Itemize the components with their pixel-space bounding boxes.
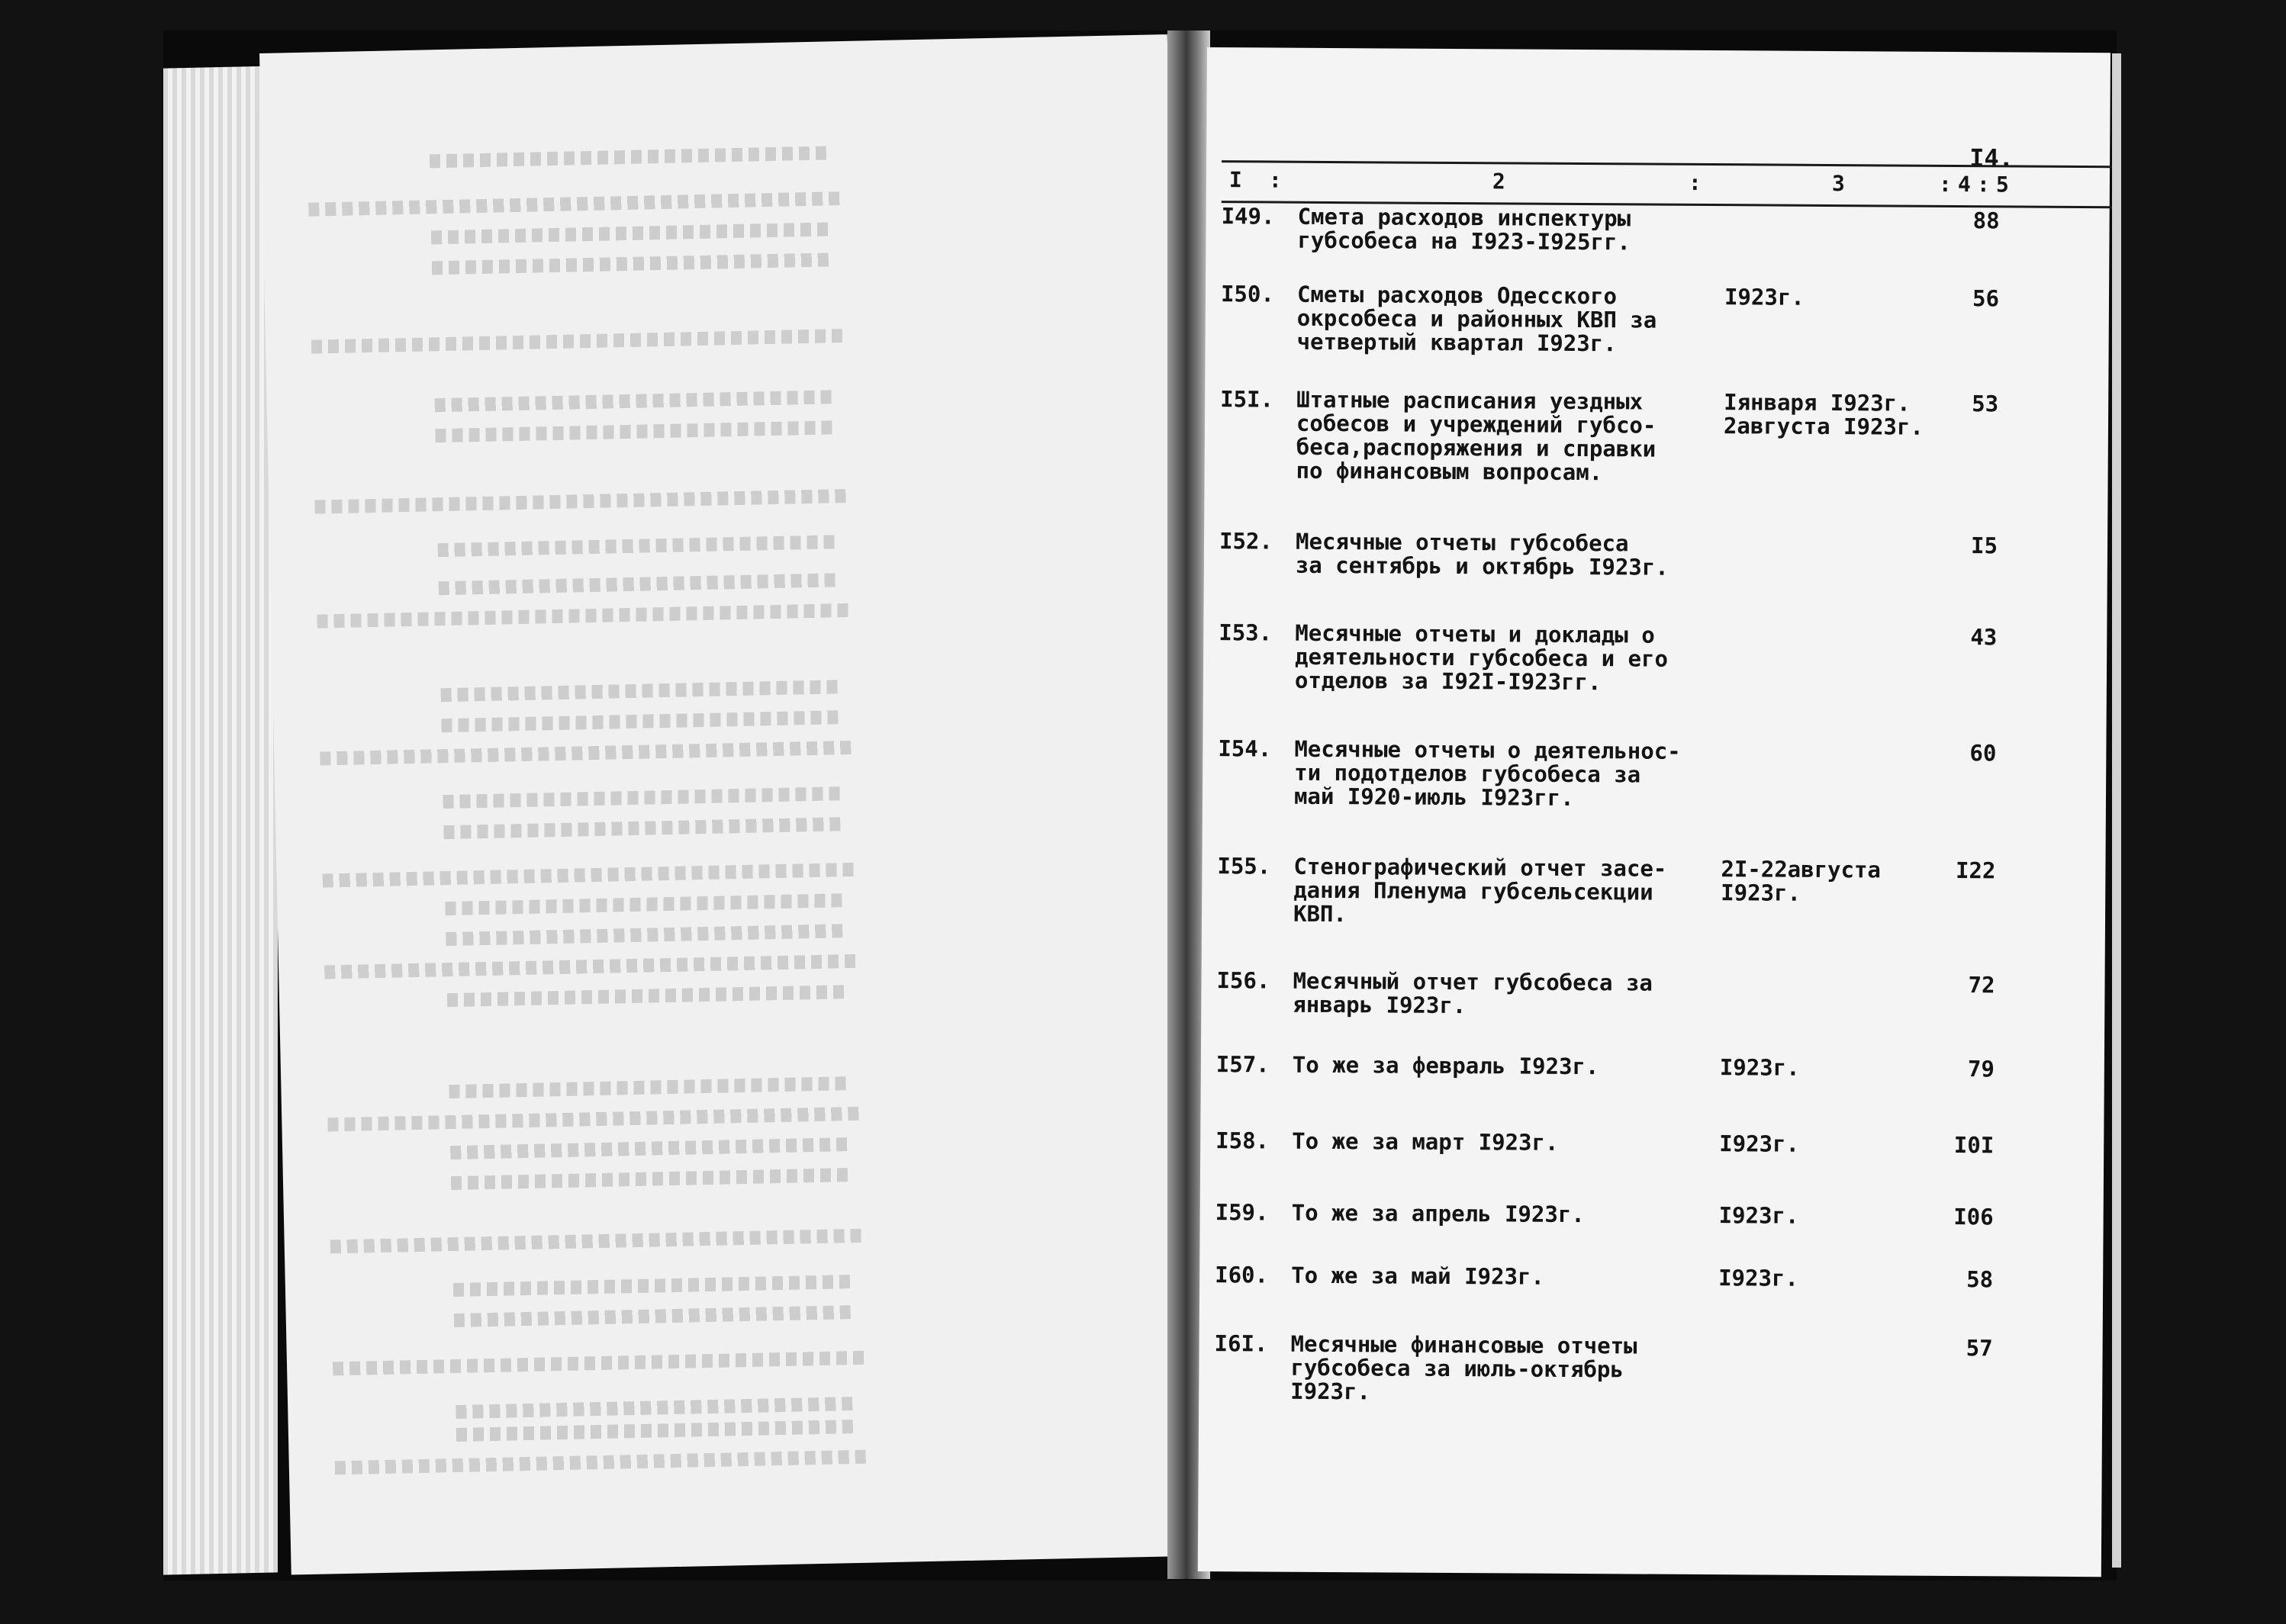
bleed-through-text (259, 34, 1199, 1574)
entry-number: I50. (1220, 281, 1274, 307)
entry-title: Смета расходов инспектуры губсобеса на I923-I925гг. (1297, 203, 1631, 256)
entry-number: I6I. (1214, 1330, 1268, 1357)
entry-number: I56. (1216, 967, 1270, 994)
inventory-entry (1217, 853, 2103, 928)
left-page (259, 34, 1199, 1574)
entry-number: I49. (1221, 203, 1275, 230)
entry-date: I923г. (1718, 1202, 1799, 1229)
entry-title: Стенографический отчет засе- дания Пленума губсельсекции КВП. (1293, 853, 1667, 928)
entry-date: 2I-22августа I923г. (1721, 856, 1882, 906)
header-sep: : (1268, 167, 1282, 193)
page-edges (163, 66, 278, 1574)
bleed-through-line (441, 710, 838, 732)
header-sep: : (1688, 169, 1702, 195)
bleed-through-line (320, 741, 854, 766)
entry-number: I52. (1219, 528, 1273, 555)
inventory-entry (1220, 386, 2105, 486)
entry-sheet-count: 53 (1972, 391, 1999, 417)
entry-date: Iянваря I923г. 2августа I923г. (1723, 389, 1924, 440)
bleed-through-line (440, 680, 837, 702)
bleed-through-line (456, 1420, 853, 1442)
entry-title: То же за февраль I923г. (1292, 1051, 1599, 1080)
inventory-entry (1220, 281, 2106, 357)
entry-sheet-count: 57 (1966, 1335, 1993, 1362)
bleed-through-line (314, 489, 848, 514)
entry-date: I923г. (1719, 1130, 1800, 1157)
bleed-through-line (324, 954, 858, 979)
bleed-through-line (446, 924, 842, 946)
entry-number: I54. (1218, 735, 1272, 762)
entry-number: I57. (1215, 1051, 1270, 1078)
bleed-through-line (451, 1168, 848, 1190)
entry-sheet-count: I5 (1971, 532, 1998, 559)
entry-title: Месячные отчеты губсобеса за сентябрь и октябрь I923г. (1295, 528, 1669, 580)
bleed-through-line (449, 1076, 845, 1098)
entry-number: I55. (1217, 853, 1271, 880)
entry-number: I53. (1219, 619, 1273, 646)
bleed-through-line (330, 1229, 864, 1254)
entry-sheet-count: I06 (1953, 1204, 1994, 1230)
inventory-entry (1215, 1051, 2101, 1082)
entry-title: Месячные отчеты и доклады о деятельности губсобеса и его отделов за I92I-I923гг. (1294, 619, 1669, 696)
entry-number: I59. (1215, 1199, 1269, 1226)
bleed-through-line (432, 252, 829, 275)
entry-date: I923г. (1724, 284, 1805, 310)
bleed-through-line (435, 420, 832, 442)
entry-title: Месячные отчеты о деятельнос- ти подотделов губсобеса за май I920-июль I923гг. (1293, 735, 1681, 811)
bleed-through-line (445, 893, 842, 915)
header-col-4: 4 (1957, 172, 1971, 198)
bleed-through-line (443, 817, 840, 839)
bleed-through-line (335, 1450, 869, 1475)
entry-sheet-count: 60 (1969, 740, 1997, 767)
entry-number: I5I. (1220, 386, 1274, 413)
bleed-through-line (450, 1137, 847, 1159)
bleed-through-line (333, 1351, 867, 1376)
bleed-through-line (438, 535, 835, 557)
right-page-edge (2112, 53, 2121, 1568)
bleed-through-line (323, 863, 857, 888)
right-page (1198, 47, 2111, 1577)
entry-sheet-count: I22 (1955, 857, 1996, 884)
bleed-through-line (453, 1275, 850, 1297)
inventory-entry (1215, 1262, 2100, 1293)
entry-title: Месячный отчет губсобеса за январь I923г. (1293, 967, 1653, 1019)
entry-sheet-count: 56 (1972, 285, 2000, 312)
bleed-through-line (443, 786, 839, 809)
entry-date: I923г. (1718, 1265, 1799, 1291)
entry-number: I60. (1215, 1262, 1269, 1288)
bleed-through-line (447, 985, 844, 1007)
header-sep: : (1976, 172, 1990, 198)
bleed-through-line (317, 603, 851, 629)
header-col-1: I (1228, 167, 1242, 193)
inventory-entry (1218, 735, 2103, 811)
entry-title: Сметы расходов Одесского окрсобеса и районных КВП за четвертый квартал I923г. (1296, 281, 1657, 357)
inventory-entry (1219, 528, 2104, 580)
entry-title: То же за май I923г. (1291, 1262, 1545, 1290)
entry-sheet-count: 43 (1970, 624, 1998, 651)
header-col-2: 2 (1492, 169, 1505, 195)
entry-sheet-count: 72 (1968, 972, 1995, 999)
entry-number: I58. (1215, 1127, 1270, 1154)
entry-sheet-count: 79 (1967, 1056, 1995, 1082)
header-col-5: 5 (1995, 172, 2009, 198)
bleed-through-line (439, 573, 836, 595)
header-sep: : (1938, 171, 1952, 197)
bleed-through-line (308, 191, 842, 217)
header-col-3: 3 (1831, 171, 1845, 197)
entry-sheet-count: 88 (1972, 207, 2000, 234)
bleed-through-line (435, 390, 832, 412)
inventory-entry (1219, 619, 2104, 696)
bleed-through-line (456, 1397, 852, 1419)
bleed-through-line (311, 329, 845, 354)
entry-date: I923г. (1719, 1054, 1800, 1081)
inventory-entry (1215, 1199, 2101, 1230)
bleed-through-line (454, 1305, 851, 1327)
entry-title: То же за март I923г. (1292, 1127, 1559, 1156)
bleed-through-line (327, 1107, 861, 1132)
entry-title: Штатные расписания уездных собесов и учреждений губсо- беса,распоряжения и справки по финансовым вопросам. (1296, 386, 1657, 486)
entry-sheet-count: 58 (1966, 1266, 1994, 1293)
page-number: I4. (1969, 143, 2014, 173)
inventory-entry (1215, 1127, 2101, 1159)
entry-title: Месячные финансовые отчеты губсобеса за июль-октябрь I923г. (1290, 1330, 1637, 1405)
bleed-through-line (431, 222, 828, 244)
entry-sheet-count: I0I (1953, 1132, 1995, 1159)
inventory-entry (1216, 967, 2102, 1019)
table-header (1222, 160, 2114, 208)
inventory-entry (1214, 1330, 2100, 1405)
bleed-through-line (430, 146, 826, 168)
entry-title: То же за апрель I923г. (1291, 1199, 1585, 1228)
